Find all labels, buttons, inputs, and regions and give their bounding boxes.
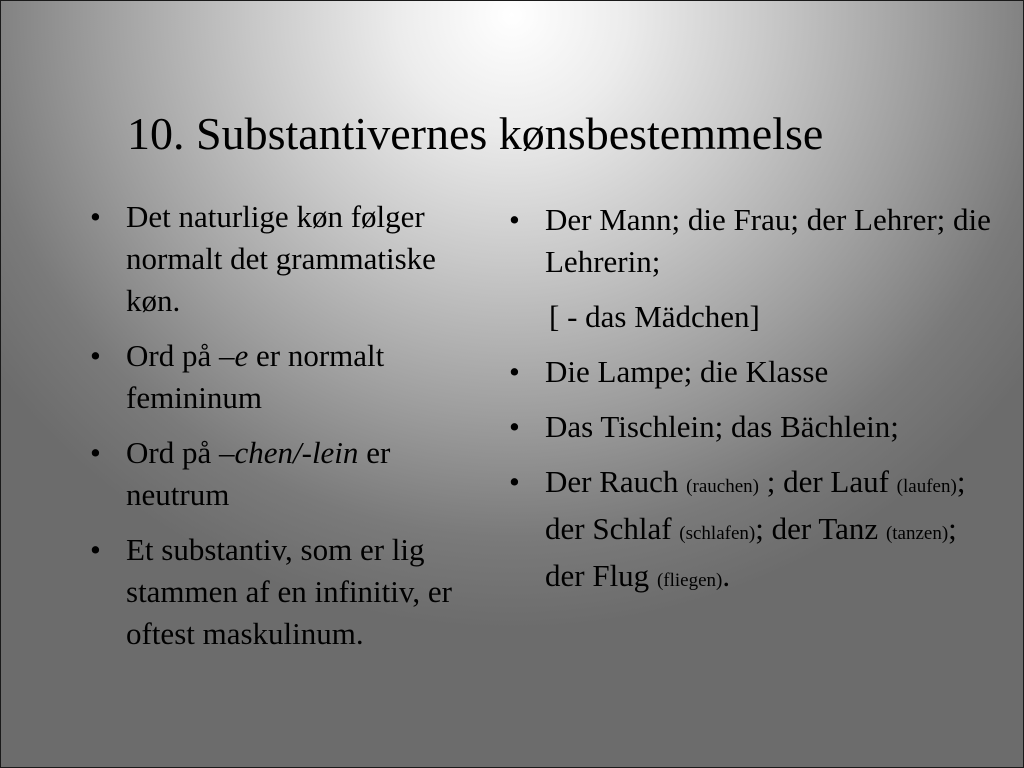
bullet-text-suffix-ending: –e <box>218 338 249 373</box>
verb-hint: (laufen) <box>896 476 957 497</box>
right-bullet-3 <box>505 406 995 448</box>
left-bullet-list <box>86 196 486 668</box>
right-subline-maedchen <box>505 296 995 338</box>
noun-part: ; der Tanz <box>755 511 886 546</box>
left-bullet-1 <box>86 196 486 322</box>
bullet-text: Die Lampe; die Klasse <box>545 354 829 389</box>
verb-hint: (schlafen) <box>679 523 756 544</box>
noun-part: ; der Schlaf <box>545 464 966 546</box>
noun-part: . <box>722 558 731 593</box>
verb-hint: (rauchen) <box>686 476 759 497</box>
bullet-text: Der Mann; die Frau; der Lehrer; die Lehrerin; <box>545 202 991 279</box>
slide-title: 10. Substantivernes kønsbestemmelse <box>127 108 824 159</box>
noun-part: ; der Flug <box>545 511 957 593</box>
verb-hint: (fliegen) <box>656 570 723 591</box>
bullet-text: [ - das Mädchen] <box>549 299 760 334</box>
bullet-text-prefix: Ord på <box>126 435 219 470</box>
bullet-text: Det naturlige køn følger normalt det grammatiske køn. <box>126 199 436 318</box>
bullet-text-rest: er neutrum <box>126 435 391 512</box>
verb-hint: (tanzen) <box>885 523 949 544</box>
bullet-text-prefix: Ord på <box>126 338 219 373</box>
noun-part: Der Rauch <box>545 464 687 499</box>
bullet-text-rest: er normalt femininum <box>126 338 385 415</box>
right-bullet-list <box>505 199 995 615</box>
bullet-text-suffix-ending: –chen/-lein <box>218 435 359 470</box>
right-bullet-1 <box>505 199 995 283</box>
left-bullet-3 <box>86 432 486 516</box>
bullet-text: Et substantiv, som er lig stammen af en infinitiv, er oftest maskulinum. <box>126 532 452 651</box>
noun-part: ; der Lauf <box>758 464 897 499</box>
left-bullet-2 <box>86 335 486 419</box>
bullet-text: Das Tischlein; das Bächlein; <box>545 409 899 444</box>
right-bullet-4 <box>505 461 995 602</box>
left-bullet-4 <box>86 529 486 655</box>
right-bullet-2 <box>505 351 995 393</box>
